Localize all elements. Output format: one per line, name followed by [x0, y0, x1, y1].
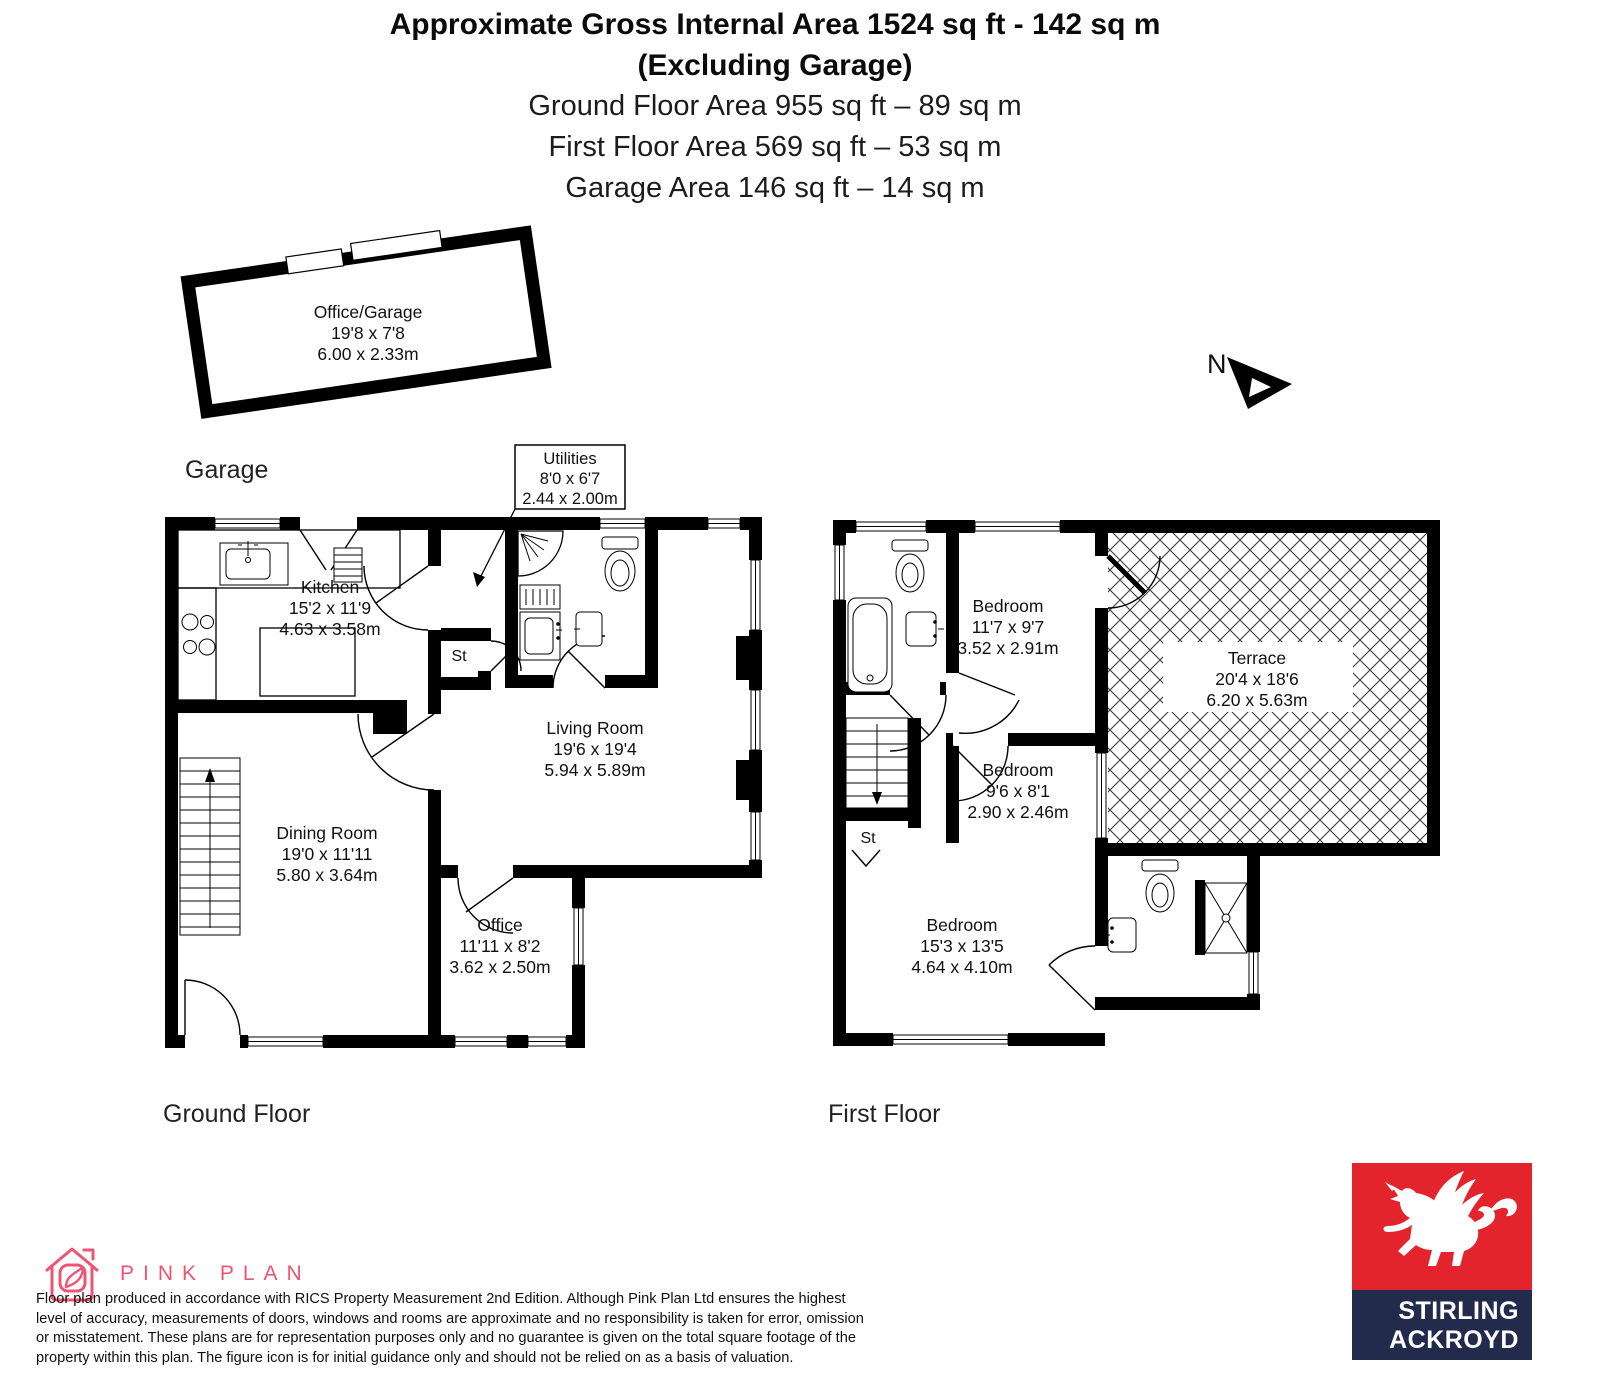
- brand-name: PINK PLAN: [120, 1262, 311, 1285]
- room-metric-dims: 5.80 x 3.64m: [276, 865, 378, 885]
- agency-logo-red-panel: [1352, 1163, 1532, 1290]
- bathtub-icon: [848, 598, 892, 692]
- disclaimer-line: property within this plan. The figure icon is for initial guidance only and should not be relied on as a basis of valuation.: [36, 1349, 794, 1366]
- kitchen-sink-icon: [220, 541, 288, 585]
- north-label: N: [1207, 349, 1227, 379]
- window-icon: [975, 520, 1060, 533]
- room-metric-dims: 6.20 x 5.63m: [1206, 690, 1308, 710]
- disclaimer-line: or misstatement. These plans are for representation purposes only and no guarantee is given on the total square footage of the: [36, 1330, 856, 1346]
- window-icon: [528, 1035, 566, 1048]
- window-icon: [749, 690, 762, 750]
- shower-icon: [518, 531, 563, 576]
- first-floor-label: First Floor: [828, 1100, 941, 1128]
- agency-name-line2: ACKROYD: [1389, 1326, 1519, 1354]
- room-name: Living Room: [546, 718, 644, 738]
- toilet-icon: [892, 540, 928, 592]
- room-label-kitchen: [279, 577, 380, 639]
- ensuite-fixtures: [1104, 860, 1247, 953]
- stove-icon: [182, 614, 215, 655]
- room-label-store: St: [860, 830, 876, 847]
- stairs-up: [180, 758, 240, 935]
- title-line-2: (Excluding Garage): [637, 49, 913, 82]
- utilities-fixtures: [518, 531, 638, 660]
- room-metric-dims: 3.62 x 2.50m: [449, 957, 551, 977]
- room-imperial-dims: 9'6 x 8'1: [985, 781, 1051, 801]
- stairs-down: [846, 718, 908, 808]
- shower-icon: [1205, 883, 1247, 953]
- room-name: Kitchen: [300, 577, 360, 597]
- room-imperial-dims: 11'11 x 8'2: [459, 936, 541, 956]
- bifold-door-icon: [852, 850, 880, 866]
- washer-icon: [520, 585, 560, 609]
- toilet-icon: [602, 537, 638, 591]
- window-icon: [893, 1033, 1008, 1046]
- disclaimer-text: [36, 1290, 1016, 1368]
- ground-floor-label: Ground Floor: [163, 1100, 311, 1128]
- window-icon: [749, 560, 762, 630]
- room-label-dining-room: [276, 823, 377, 885]
- room-imperial-dims: 20'4 x 18'6: [1215, 669, 1299, 689]
- hand-basin-icon: [574, 612, 602, 646]
- room-imperial-dims: 11'7 x 9'7: [971, 617, 1045, 637]
- window-icon: [708, 517, 740, 530]
- bathroom-fixtures: [848, 540, 944, 692]
- toilet-icon: [1142, 860, 1178, 912]
- window-icon: [749, 812, 762, 860]
- room-label-bedroom2: [967, 760, 1068, 822]
- room-metric-dims: 2.44 x 2.00m: [522, 490, 618, 508]
- agency-name-line1: STIRLING: [1398, 1297, 1519, 1325]
- garage-floor-label: Garage: [185, 456, 269, 484]
- door-arc-icon: [959, 673, 1019, 733]
- window-icon: [248, 1035, 323, 1048]
- stairs-arrow-icon: [872, 792, 882, 805]
- room-metric-dims: 2.90 x 2.46m: [967, 802, 1069, 822]
- room-name: Office: [477, 915, 523, 935]
- room-label-office: [449, 915, 550, 977]
- agency-logo: [1352, 1163, 1532, 1360]
- window-icon: [455, 1035, 507, 1048]
- window-icon: [856, 520, 926, 533]
- window-icon: [833, 545, 846, 600]
- room-metric-dims: 6.00 x 2.33m: [317, 344, 419, 364]
- room-name: Terrace: [1227, 648, 1287, 668]
- north-compass: [1207, 349, 1292, 409]
- window-icon: [1095, 753, 1108, 838]
- room-metric-dims: 5.94 x 5.89m: [544, 760, 646, 780]
- sink-icon: [1104, 918, 1136, 952]
- utility-sink-icon: [520, 612, 562, 660]
- room-name: Bedroom: [982, 760, 1054, 780]
- sink-icon: [906, 612, 944, 646]
- window-icon: [572, 908, 585, 965]
- room-label-living-room: [544, 718, 645, 780]
- room-name: Bedroom: [926, 915, 998, 935]
- agency-logo-text-panel: [1352, 1290, 1532, 1360]
- room-imperial-dims: 19'0 x 11'11: [281, 844, 373, 864]
- window-icon: [215, 517, 280, 530]
- title-line-4: First Floor Area 569 sq ft – 53 sq m: [548, 131, 1002, 163]
- kitchen-counter: [178, 530, 400, 588]
- disclaimer-line: level of accuracy, measurements of doors, windows and rooms are approximate and no responsibility is taken for error, omission: [36, 1310, 864, 1327]
- room-imperial-dims: 15'2 x 11'9: [288, 598, 372, 618]
- room-name: Bedroom: [972, 596, 1044, 616]
- first-floor-plan: [828, 520, 1440, 1128]
- stairs-arrow-icon: [205, 768, 215, 782]
- title-line-5: Garage Area 146 sq ft – 14 sq m: [565, 172, 985, 204]
- room-label-store: St: [451, 648, 467, 665]
- utilities-callout: [473, 445, 625, 587]
- callout-arrow-icon: [473, 572, 485, 587]
- room-imperial-dims: 8'0 x 6'7: [539, 470, 601, 488]
- room-label-bedroom1: [957, 596, 1058, 658]
- room-imperial-dims: 19'8 x 7'8: [331, 323, 405, 343]
- room-name: Dining Room: [276, 823, 378, 843]
- door-arc-icon: [1049, 946, 1095, 1010]
- room-label-terrace: [1163, 642, 1353, 712]
- window-icon: [600, 517, 645, 530]
- room-metric-dims: 4.63 x 3.58m: [279, 619, 381, 639]
- title-line-1: Approximate Gross Internal Area 1524 sq ft - 142 sq m: [389, 8, 1161, 41]
- garage-floor-plan: [179, 217, 551, 484]
- disclaimer-line: Floor plan produced in accordance with RICS Property Measurement 2nd Edition. Although Pink Plan Ltd ensures the highest: [36, 1291, 846, 1307]
- title-line-3: Ground Floor Area 955 sq ft – 89 sq m: [528, 90, 1022, 122]
- door-arc-icon: [185, 980, 240, 1035]
- ground-floor-plan: [163, 445, 762, 1128]
- room-imperial-dims: 15'3 x 13'5: [920, 936, 1004, 956]
- room-imperial-dims: 19'6 x 19'4: [553, 739, 637, 759]
- griffin-icon: [1352, 1163, 1532, 1290]
- room-name: Office/Garage: [313, 302, 423, 322]
- room-metric-dims: 4.64 x 4.10m: [911, 957, 1013, 977]
- room-name: Utilities: [543, 450, 597, 468]
- room-metric-dims: 3.52 x 2.91m: [957, 638, 1059, 658]
- window-icon: [1247, 952, 1260, 994]
- room-label-bedroom3: [911, 915, 1012, 977]
